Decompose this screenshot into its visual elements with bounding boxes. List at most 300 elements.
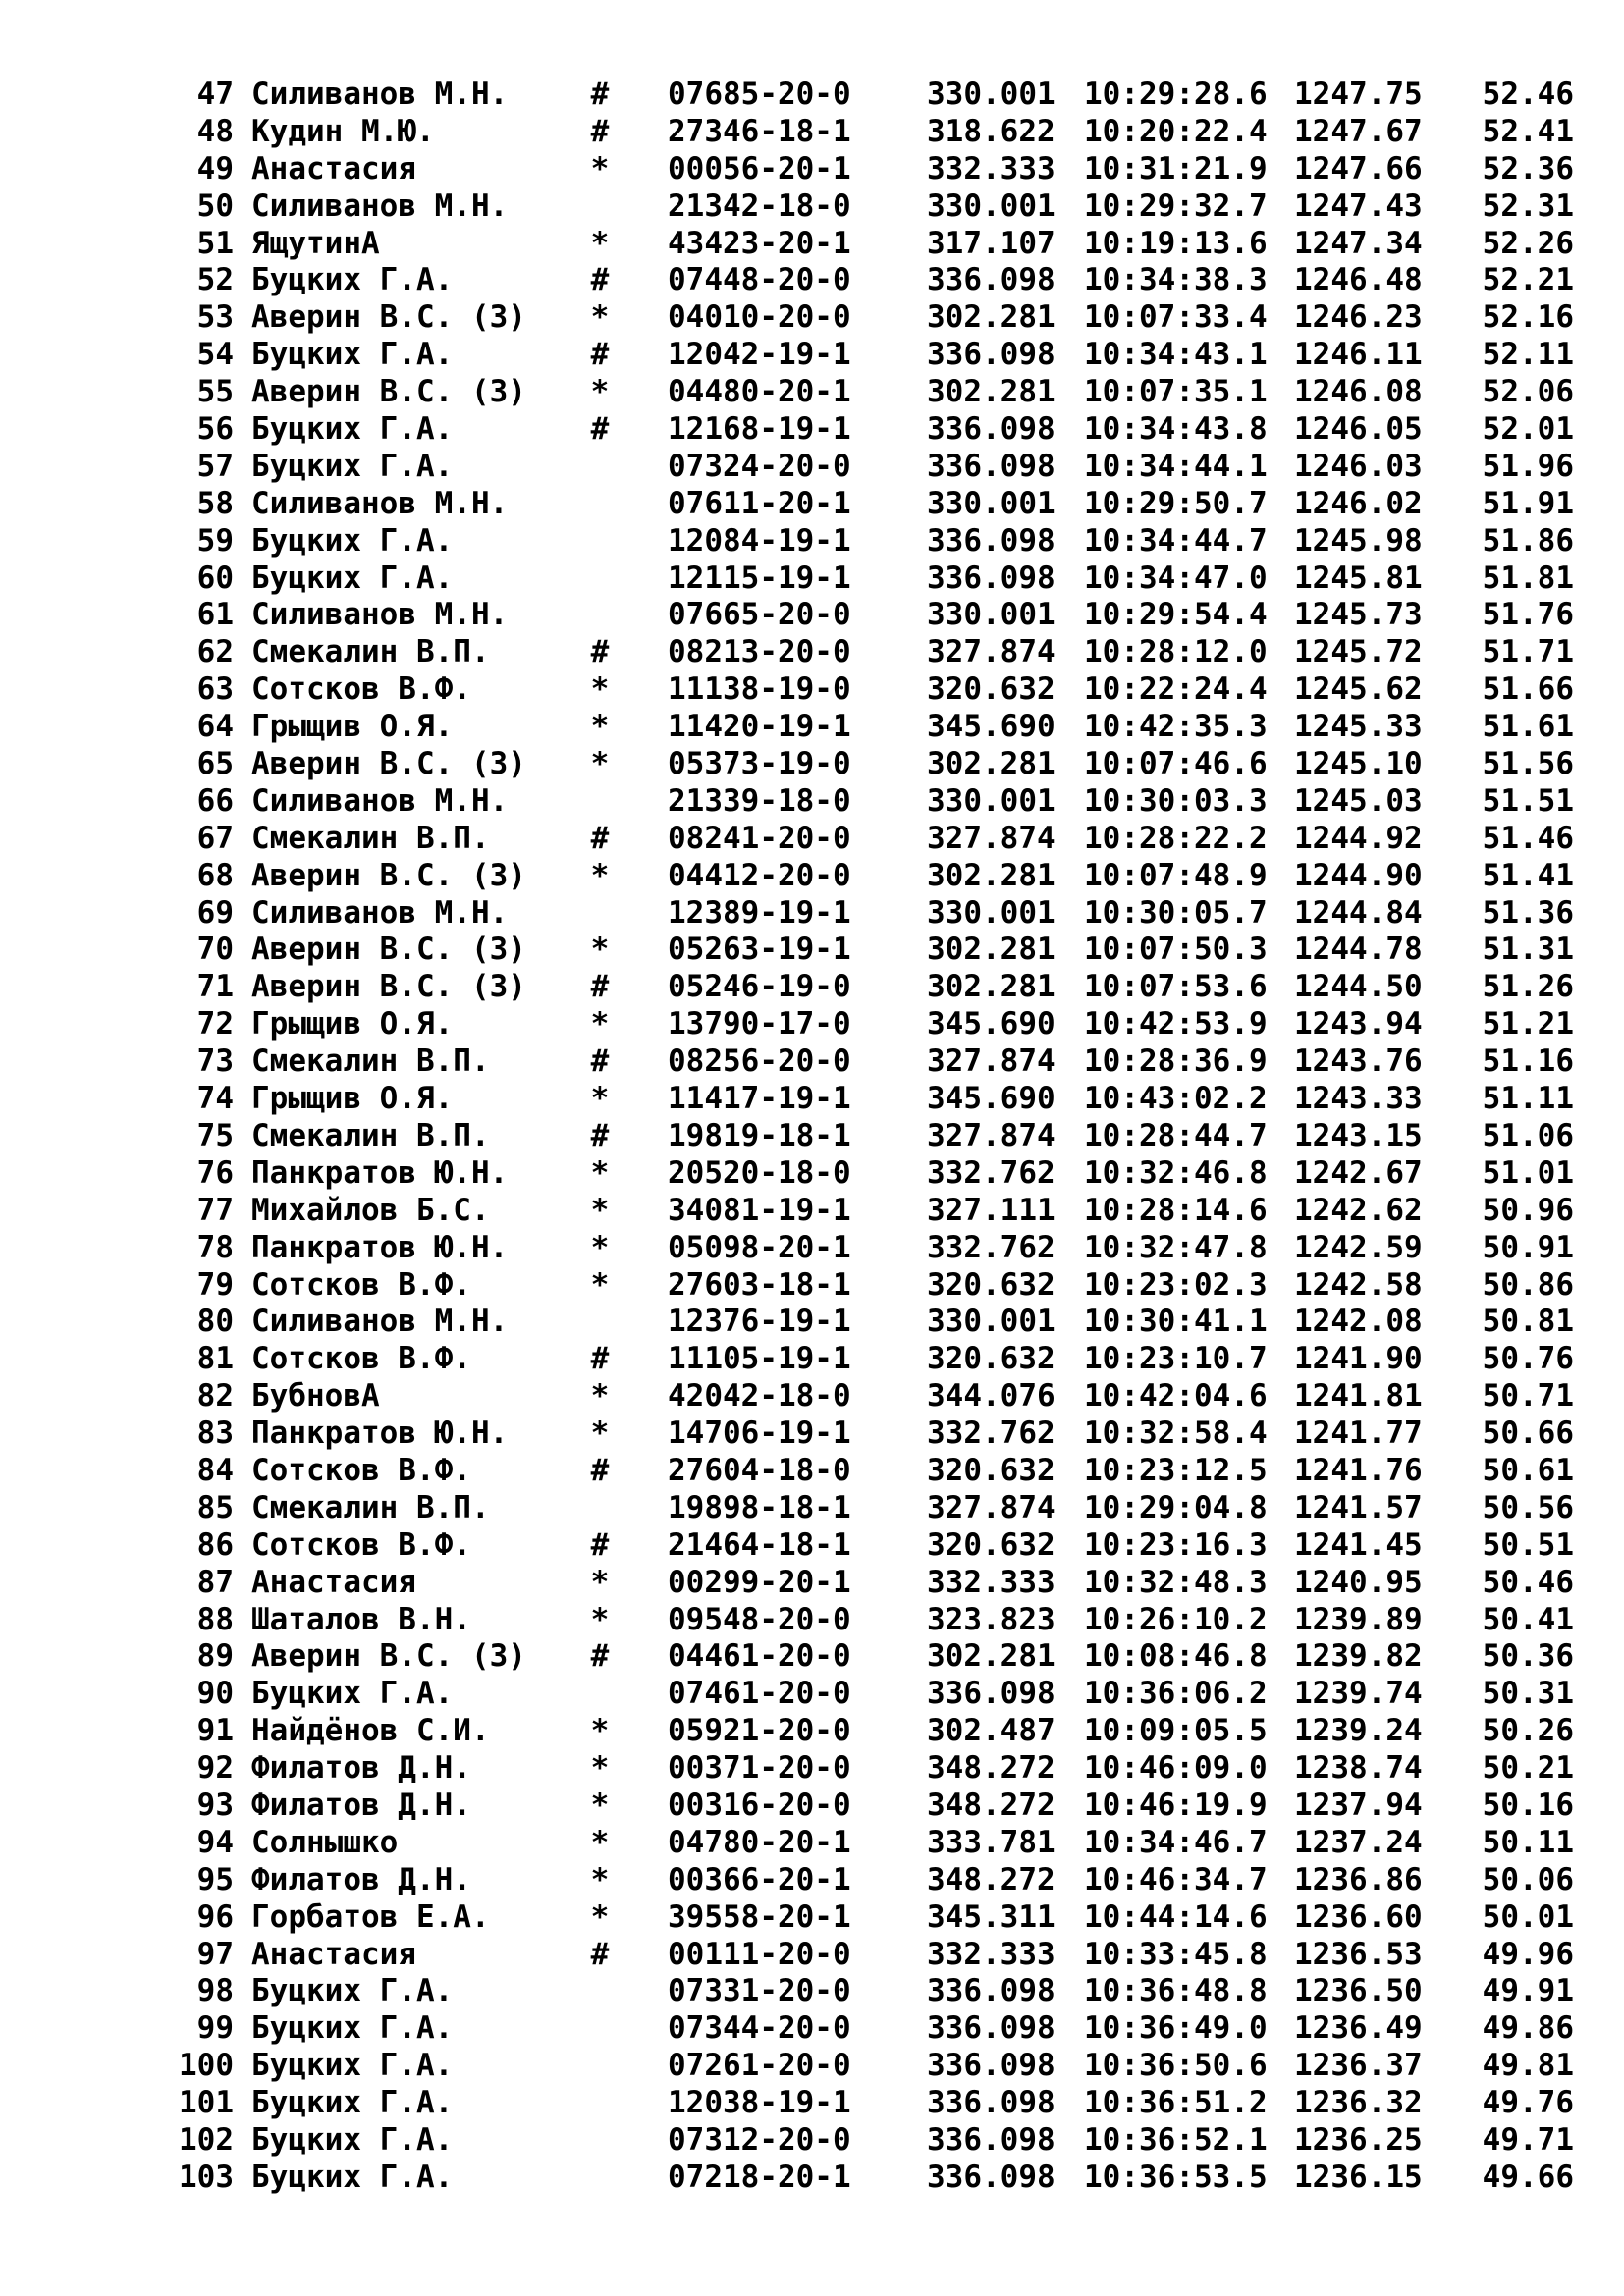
table-row <box>167 2048 1591 2085</box>
table-row <box>167 1899 1591 1937</box>
table-row <box>167 337 1591 374</box>
rank-cell: 53 <box>196 299 234 336</box>
table-row <box>167 1006 1591 1043</box>
arrival-time-cell: 10:46:19.9 <box>1084 1787 1268 1823</box>
speed-cell: 1244.92 <box>1294 820 1423 856</box>
fancier-name-cell: Смекалин В.П. <box>251 634 490 670</box>
arrival-time-cell: 10:46:09.0 <box>1084 1750 1268 1787</box>
rank-cell: 63 <box>196 671 234 708</box>
ring-number-cell: 21464-18-1 <box>668 1526 851 1563</box>
speed-cell: 1246.05 <box>1294 411 1423 448</box>
arrival-time-cell: 10:20:22.4 <box>1084 113 1268 149</box>
ring-number-cell: 07312-20-0 <box>668 2121 851 2158</box>
rank-cell: 65 <box>196 746 234 782</box>
ring-number-cell: 00111-20-0 <box>668 1936 851 1972</box>
fancier-name-cell: Силиванов М.Н. <box>251 485 509 521</box>
table-row <box>167 486 1591 523</box>
rank-cell: 100 <box>179 2048 234 2084</box>
mark-cell: # <box>590 1452 610 1488</box>
coefficient-cell: 52.31 <box>1482 187 1574 224</box>
arrival-time-cell: 10:28:12.0 <box>1084 634 1268 670</box>
rank-cell: 50 <box>196 187 234 224</box>
speed-cell: 1236.53 <box>1294 1936 1423 1972</box>
speed-cell: 1236.50 <box>1294 1973 1423 2009</box>
coefficient-cell: 51.96 <box>1482 448 1574 484</box>
rank-cell: 51 <box>196 225 234 261</box>
ring-number-cell: 07685-20-0 <box>668 77 851 112</box>
arrival-time-cell: 10:07:53.6 <box>1084 969 1268 1005</box>
table-row <box>167 1378 1591 1415</box>
distance-cell: 336.098 <box>927 1973 1056 2009</box>
mark-cell: * <box>590 1713 610 1749</box>
mark-cell: * <box>590 150 610 187</box>
mark-cell: * <box>590 1750 610 1787</box>
speed-cell: 1239.24 <box>1294 1713 1423 1749</box>
distance-cell: 345.690 <box>927 709 1056 745</box>
arrival-time-cell: 10:34:44.1 <box>1084 448 1268 484</box>
arrival-time-cell: 10:36:49.0 <box>1084 2010 1268 2047</box>
coefficient-cell: 50.71 <box>1482 1378 1574 1415</box>
speed-cell: 1239.89 <box>1294 1601 1423 1637</box>
table-row <box>167 188 1591 226</box>
fancier-name-cell: Буцких Г.А. <box>251 411 454 448</box>
ring-number-cell: 00371-20-0 <box>668 1750 851 1787</box>
speed-cell: 1241.57 <box>1294 1489 1423 1525</box>
rank-cell: 54 <box>196 337 234 373</box>
coefficient-cell: 50.86 <box>1482 1266 1574 1303</box>
ring-number-cell: 39558-20-1 <box>668 1898 851 1935</box>
table-row <box>167 1713 1591 1750</box>
mark-cell: # <box>590 113 610 149</box>
rank-cell: 75 <box>196 1117 234 1153</box>
coefficient-cell: 49.91 <box>1482 1973 1574 2009</box>
speed-cell: 1247.75 <box>1294 77 1423 112</box>
arrival-time-cell: 10:23:02.3 <box>1084 1266 1268 1303</box>
fancier-name-cell: Аверин В.С. (З) <box>251 299 526 336</box>
ring-number-cell: 04780-20-1 <box>668 1824 851 1860</box>
distance-cell: 302.281 <box>927 969 1056 1005</box>
coefficient-cell: 52.01 <box>1482 411 1574 448</box>
fancier-name-cell: Буцких Г.А. <box>251 2048 454 2084</box>
coefficient-cell: 52.41 <box>1482 113 1574 149</box>
distance-cell: 302.281 <box>927 857 1056 893</box>
arrival-time-cell: 10:29:28.6 <box>1084 77 1268 112</box>
fancier-name-cell: Найдёнов С.И. <box>251 1713 490 1749</box>
distance-cell: 345.311 <box>927 1898 1056 1935</box>
mark-cell: # <box>590 634 610 670</box>
distance-cell: 348.272 <box>927 1861 1056 1897</box>
fancier-name-cell: Аверин В.С. (З) <box>251 932 526 968</box>
ring-number-cell: 07665-20-0 <box>668 597 851 633</box>
table-row <box>167 2085 1591 2122</box>
ring-number-cell: 07448-20-0 <box>668 262 851 298</box>
rank-cell: 101 <box>179 2085 234 2121</box>
rank-cell: 83 <box>196 1415 234 1452</box>
ring-number-cell: 27346-18-1 <box>668 113 851 149</box>
distance-cell: 332.762 <box>927 1229 1056 1265</box>
coefficient-cell: 49.76 <box>1482 2085 1574 2121</box>
arrival-time-cell: 10:42:04.6 <box>1084 1378 1268 1415</box>
mark-cell: * <box>590 709 610 745</box>
table-row <box>167 262 1591 299</box>
distance-cell: 336.098 <box>927 2010 1056 2047</box>
distance-cell: 320.632 <box>927 671 1056 708</box>
distance-cell: 323.823 <box>927 1601 1056 1637</box>
table-row <box>167 932 1591 969</box>
mark-cell: # <box>590 1638 610 1675</box>
rank-cell: 94 <box>196 1824 234 1860</box>
distance-cell: 318.622 <box>927 113 1056 149</box>
ring-number-cell: 04461-20-0 <box>668 1638 851 1675</box>
speed-cell: 1236.32 <box>1294 2085 1423 2121</box>
ring-number-cell: 08213-20-0 <box>668 634 851 670</box>
speed-cell: 1245.62 <box>1294 671 1423 708</box>
arrival-time-cell: 10:23:12.5 <box>1084 1452 1268 1488</box>
arrival-time-cell: 10:32:47.8 <box>1084 1229 1268 1265</box>
coefficient-cell: 49.81 <box>1482 2048 1574 2084</box>
distance-cell: 332.333 <box>927 1936 1056 1972</box>
coefficient-cell: 51.71 <box>1482 634 1574 670</box>
table-row <box>167 77 1591 114</box>
table-row <box>167 1081 1591 1118</box>
coefficient-cell: 51.11 <box>1482 1081 1574 1117</box>
coefficient-cell: 50.31 <box>1482 1676 1574 1712</box>
ring-number-cell: 09548-20-0 <box>668 1601 851 1637</box>
table-row <box>167 1527 1591 1565</box>
speed-cell: 1245.03 <box>1294 782 1423 819</box>
distance-cell: 330.001 <box>927 597 1056 633</box>
speed-cell: 1236.37 <box>1294 2048 1423 2084</box>
rank-cell: 95 <box>196 1861 234 1897</box>
mark-cell: * <box>590 1229 610 1265</box>
ring-number-cell: 11105-19-1 <box>668 1341 851 1377</box>
distance-cell: 302.281 <box>927 374 1056 410</box>
mark-cell: # <box>590 337 610 373</box>
table-row <box>167 449 1591 486</box>
distance-cell: 302.281 <box>927 299 1056 336</box>
table-row <box>167 1230 1591 1267</box>
coefficient-cell: 50.76 <box>1482 1341 1574 1377</box>
rank-cell: 86 <box>196 1526 234 1563</box>
ring-number-cell: 00316-20-0 <box>668 1787 851 1823</box>
distance-cell: 336.098 <box>927 2048 1056 2084</box>
arrival-time-cell: 10:36:53.5 <box>1084 2159 1268 2195</box>
arrival-time-cell: 10:07:48.9 <box>1084 857 1268 893</box>
arrival-time-cell: 10:23:10.7 <box>1084 1341 1268 1377</box>
ring-number-cell: 11417-19-1 <box>668 1081 851 1117</box>
rank-cell: 70 <box>196 932 234 968</box>
distance-cell: 327.874 <box>927 1489 1056 1525</box>
arrival-time-cell: 10:30:41.1 <box>1084 1304 1268 1340</box>
ring-number-cell: 04412-20-0 <box>668 857 851 893</box>
distance-cell: 330.001 <box>927 485 1056 521</box>
fancier-name-cell: Анастасия <box>251 1936 416 1972</box>
fancier-name-cell: БубновА <box>251 1378 380 1415</box>
distance-cell: 336.098 <box>927 262 1056 298</box>
speed-cell: 1246.03 <box>1294 448 1423 484</box>
rank-cell: 57 <box>196 448 234 484</box>
table-row <box>167 1155 1591 1193</box>
rank-cell: 77 <box>196 1192 234 1228</box>
fancier-name-cell: Силиванов М.Н. <box>251 77 509 112</box>
speed-cell: 1237.94 <box>1294 1787 1423 1823</box>
table-row <box>167 2010 1591 2048</box>
speed-cell: 1247.43 <box>1294 187 1423 224</box>
distance-cell: 332.762 <box>927 1154 1056 1191</box>
ring-number-cell: 34081-19-1 <box>668 1192 851 1228</box>
mark-cell: # <box>590 262 610 298</box>
ring-number-cell: 07344-20-0 <box>668 2010 851 2047</box>
distance-cell: 332.762 <box>927 1415 1056 1452</box>
arrival-time-cell: 10:07:33.4 <box>1084 299 1268 336</box>
speed-cell: 1245.33 <box>1294 709 1423 745</box>
coefficient-cell: 51.26 <box>1482 969 1574 1005</box>
distance-cell: 320.632 <box>927 1341 1056 1377</box>
coefficient-cell: 50.41 <box>1482 1601 1574 1637</box>
mark-cell: * <box>590 1081 610 1117</box>
arrival-time-cell: 10:42:53.9 <box>1084 1006 1268 1042</box>
speed-cell: 1244.90 <box>1294 857 1423 893</box>
ring-number-cell: 13790-17-0 <box>668 1006 851 1042</box>
fancier-name-cell: Панкратов Ю.Н. <box>251 1229 509 1265</box>
fancier-name-cell: Буцких Г.А. <box>251 2010 454 2047</box>
rank-cell: 102 <box>179 2121 234 2158</box>
arrival-time-cell: 10:29:50.7 <box>1084 485 1268 521</box>
arrival-time-cell: 10:29:32.7 <box>1084 187 1268 224</box>
rank-cell: 73 <box>196 1043 234 1080</box>
fancier-name-cell: Филатов Д.Н. <box>251 1787 471 1823</box>
ring-number-cell: 12115-19-1 <box>668 560 851 596</box>
mark-cell: * <box>590 1861 610 1897</box>
speed-cell: 1242.67 <box>1294 1154 1423 1191</box>
table-row <box>167 1267 1591 1305</box>
coefficient-cell: 51.06 <box>1482 1117 1574 1153</box>
table-row <box>167 634 1591 671</box>
fancier-name-cell: Смекалин В.П. <box>251 820 490 856</box>
coefficient-cell: 51.56 <box>1482 746 1574 782</box>
fancier-name-cell: Буцких Г.А. <box>251 2121 454 2158</box>
fancier-name-cell: Силиванов М.Н. <box>251 1304 509 1340</box>
fancier-name-cell: Буцких Г.А. <box>251 2085 454 2121</box>
rank-cell: 55 <box>196 374 234 410</box>
rank-cell: 67 <box>196 820 234 856</box>
rank-cell: 60 <box>196 560 234 596</box>
arrival-time-cell: 10:34:38.3 <box>1084 262 1268 298</box>
mark-cell: * <box>590 1192 610 1228</box>
rank-cell: 64 <box>196 709 234 745</box>
distance-cell: 302.281 <box>927 746 1056 782</box>
speed-cell: 1236.86 <box>1294 1861 1423 1897</box>
distance-cell: 336.098 <box>927 411 1056 448</box>
distance-cell: 330.001 <box>927 77 1056 112</box>
ring-number-cell: 14706-19-1 <box>668 1415 851 1452</box>
coefficient-cell: 52.11 <box>1482 337 1574 373</box>
arrival-time-cell: 10:29:04.8 <box>1084 1489 1268 1525</box>
table-row <box>167 374 1591 411</box>
ring-number-cell: 11420-19-1 <box>668 709 851 745</box>
table-row <box>167 709 1591 746</box>
ring-number-cell: 04010-20-0 <box>668 299 851 336</box>
fancier-name-cell: Сотсков В.Ф. <box>251 1452 471 1488</box>
distance-cell: 348.272 <box>927 1750 1056 1787</box>
table-row <box>167 114 1591 151</box>
distance-cell: 302.281 <box>927 1638 1056 1675</box>
distance-cell: 317.107 <box>927 225 1056 261</box>
mark-cell: # <box>590 1526 610 1563</box>
distance-cell: 336.098 <box>927 2085 1056 2121</box>
table-row <box>167 151 1591 188</box>
fancier-name-cell: Буцких Г.А. <box>251 337 454 373</box>
coefficient-cell: 51.16 <box>1482 1043 1574 1080</box>
rank-cell: 56 <box>196 411 234 448</box>
rank-cell: 93 <box>196 1787 234 1823</box>
distance-cell: 348.272 <box>927 1787 1056 1823</box>
fancier-name-cell: Шаталов В.Н. <box>251 1601 471 1637</box>
arrival-time-cell: 10:28:14.6 <box>1084 1192 1268 1228</box>
rank-cell: 82 <box>196 1378 234 1415</box>
ring-number-cell: 12389-19-1 <box>668 894 851 931</box>
table-row <box>167 226 1591 263</box>
fancier-name-cell: Горбатов Е.А. <box>251 1898 490 1935</box>
fancier-name-cell: Аверин В.С. (З) <box>251 746 526 782</box>
distance-cell: 333.781 <box>927 1824 1056 1860</box>
distance-cell: 336.098 <box>927 522 1056 559</box>
ring-number-cell: 07611-20-1 <box>668 485 851 521</box>
coefficient-cell: 50.66 <box>1482 1415 1574 1452</box>
ring-number-cell: 21342-18-0 <box>668 187 851 224</box>
ring-number-cell: 07261-20-0 <box>668 2048 851 2084</box>
rank-cell: 74 <box>196 1081 234 1117</box>
mark-cell: * <box>590 1266 610 1303</box>
coefficient-cell: 50.21 <box>1482 1750 1574 1787</box>
fancier-name-cell: Сотсков В.Ф. <box>251 1266 471 1303</box>
distance-cell: 345.690 <box>927 1006 1056 1042</box>
fancier-name-cell: Грыщив О.Я. <box>251 1006 454 1042</box>
fancier-name-cell: Аверин В.С. (З) <box>251 857 526 893</box>
coefficient-cell: 51.51 <box>1482 782 1574 819</box>
arrival-time-cell: 10:19:13.6 <box>1084 225 1268 261</box>
coefficient-cell: 50.26 <box>1482 1713 1574 1749</box>
table-row <box>167 746 1591 783</box>
table-row <box>167 2160 1591 2197</box>
distance-cell: 327.874 <box>927 1043 1056 1080</box>
rank-cell: 66 <box>196 782 234 819</box>
mark-cell: * <box>590 1601 610 1637</box>
fancier-name-cell: Филатов Д.Н. <box>251 1750 471 1787</box>
coefficient-cell: 52.26 <box>1482 225 1574 261</box>
ring-number-cell: 05373-19-0 <box>668 746 851 782</box>
table-row <box>167 1602 1591 1639</box>
fancier-name-cell: Буцких Г.А. <box>251 262 454 298</box>
mark-cell: # <box>590 77 610 112</box>
speed-cell: 1241.77 <box>1294 1415 1423 1452</box>
fancier-name-cell: Силиванов М.Н. <box>251 782 509 819</box>
arrival-time-cell: 10:36:50.6 <box>1084 2048 1268 2084</box>
arrival-time-cell: 10:31:21.9 <box>1084 150 1268 187</box>
arrival-time-cell: 10:32:48.3 <box>1084 1564 1268 1600</box>
arrival-time-cell: 10:36:48.8 <box>1084 1973 1268 2009</box>
ring-number-cell: 07461-20-0 <box>668 1676 851 1712</box>
coefficient-cell: 51.41 <box>1482 857 1574 893</box>
fancier-name-cell: Сотсков В.Ф. <box>251 671 471 708</box>
speed-cell: 1247.67 <box>1294 113 1423 149</box>
mark-cell: * <box>590 932 610 968</box>
speed-cell: 1241.81 <box>1294 1378 1423 1415</box>
arrival-time-cell: 10:34:47.0 <box>1084 560 1268 596</box>
coefficient-cell: 50.61 <box>1482 1452 1574 1488</box>
speed-cell: 1246.48 <box>1294 262 1423 298</box>
arrival-time-cell: 10:36:52.1 <box>1084 2121 1268 2158</box>
arrival-time-cell: 10:43:02.2 <box>1084 1081 1268 1117</box>
table-row <box>167 1973 1591 2010</box>
coefficient-cell: 50.81 <box>1482 1304 1574 1340</box>
distance-cell: 330.001 <box>927 894 1056 931</box>
rank-cell: 79 <box>196 1266 234 1303</box>
speed-cell: 1246.08 <box>1294 374 1423 410</box>
arrival-time-cell: 10:28:22.2 <box>1084 820 1268 856</box>
ring-number-cell: 27604-18-0 <box>668 1452 851 1488</box>
fancier-name-cell: Филатов Д.Н. <box>251 1861 471 1897</box>
table-row <box>167 671 1591 709</box>
coefficient-cell: 51.61 <box>1482 709 1574 745</box>
table-row <box>167 1676 1591 1713</box>
coefficient-cell: 50.91 <box>1482 1229 1574 1265</box>
arrival-time-cell: 10:07:46.6 <box>1084 746 1268 782</box>
speed-cell: 1239.82 <box>1294 1638 1423 1675</box>
fancier-name-cell: Буцких Г.А. <box>251 1973 454 2009</box>
distance-cell: 330.001 <box>927 782 1056 819</box>
fancier-name-cell: Панкратов Ю.Н. <box>251 1154 509 1191</box>
ring-number-cell: 00299-20-1 <box>668 1564 851 1600</box>
arrival-time-cell: 10:46:34.7 <box>1084 1861 1268 1897</box>
distance-cell: 327.111 <box>927 1192 1056 1228</box>
speed-cell: 1244.84 <box>1294 894 1423 931</box>
arrival-time-cell: 10:28:44.7 <box>1084 1117 1268 1153</box>
rank-cell: 80 <box>196 1304 234 1340</box>
fancier-name-cell: Буцких Г.А. <box>251 2159 454 2195</box>
fancier-name-cell: Кудин М.Ю. <box>251 113 435 149</box>
table-row <box>167 523 1591 561</box>
arrival-time-cell: 10:36:51.2 <box>1084 2085 1268 2121</box>
rank-cell: 89 <box>196 1638 234 1675</box>
ring-number-cell: 42042-18-0 <box>668 1378 851 1415</box>
speed-cell: 1245.98 <box>1294 522 1423 559</box>
ring-number-cell: 12042-19-1 <box>668 337 851 373</box>
table-row <box>167 1341 1591 1378</box>
distance-cell: 302.487 <box>927 1713 1056 1749</box>
arrival-time-cell: 10:30:03.3 <box>1084 782 1268 819</box>
distance-cell: 336.098 <box>927 560 1056 596</box>
arrival-time-cell: 10:22:24.4 <box>1084 671 1268 708</box>
fancier-name-cell: Сотсков В.Ф. <box>251 1341 471 1377</box>
ring-number-cell: 12038-19-1 <box>668 2085 851 2121</box>
rank-cell: 49 <box>196 150 234 187</box>
coefficient-cell: 50.96 <box>1482 1192 1574 1228</box>
arrival-time-cell: 10:32:46.8 <box>1084 1154 1268 1191</box>
rank-cell: 72 <box>196 1006 234 1042</box>
distance-cell: 320.632 <box>927 1452 1056 1488</box>
fancier-name-cell: Смекалин В.П. <box>251 1489 490 1525</box>
table-row <box>167 1118 1591 1155</box>
arrival-time-cell: 10:07:50.3 <box>1084 932 1268 968</box>
coefficient-cell: 51.66 <box>1482 671 1574 708</box>
rank-cell: 81 <box>196 1341 234 1377</box>
ring-number-cell: 21339-18-0 <box>668 782 851 819</box>
ring-number-cell: 00366-20-1 <box>668 1861 851 1897</box>
coefficient-cell: 49.86 <box>1482 2010 1574 2047</box>
table-row <box>167 2122 1591 2160</box>
ring-number-cell: 07331-20-0 <box>668 1973 851 2009</box>
